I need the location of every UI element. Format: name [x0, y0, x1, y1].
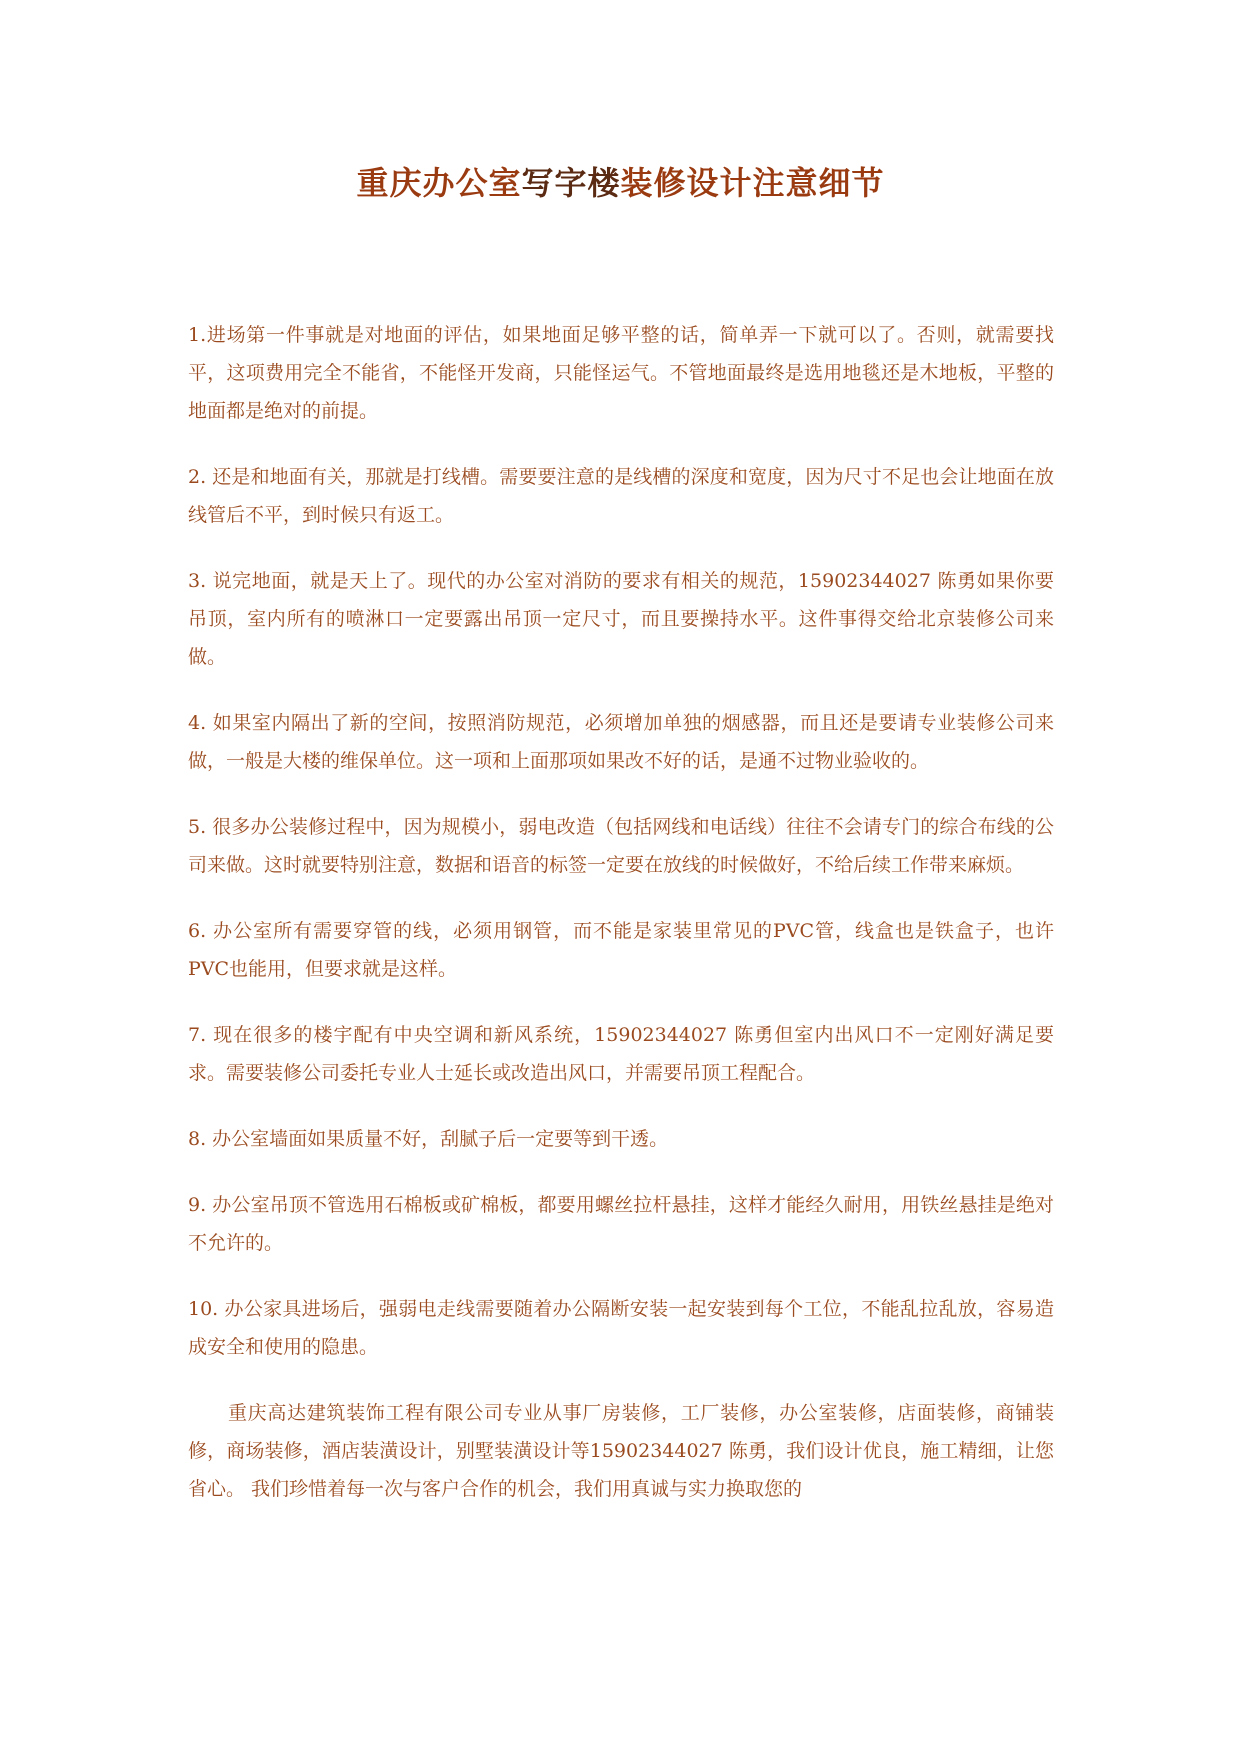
paragraph-5: 5. 很多办公装修过程中，因为规模小，弱电改造（包括网线和电话线）往往不会请专门的综合布线的公司来做。这时就要特别注意，数据和语音的标签一定要在放线的时候做好，不给后续工作带来麻烦。	[188, 816, 1054, 876]
paragraph-2: 2. 还是和地面有关，那就是打线槽。需要要注意的是线槽的深度和宽度，因为尺寸不足也会让地面在放线管后不平，到时候只有返工。	[188, 466, 1054, 526]
page-title	[0, 163, 1241, 203]
paragraph-6: 6. 办公室所有需要穿管的线，必须用钢管，而不能是家装里常见的PVC管，线盒也是铁盒子，也许PVC也能用，但要求就是这样。	[188, 920, 1054, 980]
paragraph-9: 9. 办公室吊顶不管选用石棉板或矿棉板，都要用螺丝拉杆悬挂，这样才能经久耐用，用铁丝悬挂是绝对不允许的。	[188, 1194, 1054, 1254]
paragraph-4: 4. 如果室内隔出了新的空间，按照消防规范，必须增加单独的烟感器，而且还是要请专业装修公司来做，一般是大楼的维保单位。这一项和上面那项如果改不好的话，是通不过物业验收的。	[188, 712, 1054, 772]
document-body	[188, 316, 1054, 1536]
title-part-2: 写字楼	[521, 164, 621, 202]
company-paragraph: 重庆高达建筑装饰工程有限公司专业从事厂房装修，工厂装修，办公室装修，店面装修，商铺装修，商场装修，酒店装潢设计，别墅装潢设计等15902344027 陈勇，我们设计优良，施工精细，让您省心。 我们珍惜着每一次与客户合作的机会，我们用真诚与实力换取您的	[188, 1402, 1054, 1500]
paragraph-1: 1.进场第一件事就是对地面的评估，如果地面足够平整的话，简单弄一下就可以了。否则，就需要找平，这项费用完全不能省，不能怪开发商，只能怪运气。不管地面最终是选用地毯还是木地板，平整的地面都是绝对的前提。	[188, 324, 1054, 422]
paragraph-8: 8. 办公室墙面如果质量不好，刮腻子后一定要等到干透。	[188, 1128, 669, 1150]
title-part-3: 装修设计注意细节	[620, 164, 885, 202]
paragraph-10: 10. 办公家具进场后，强弱电走线需要随着办公隔断安装一起安装到每个工位，不能乱拉乱放，容易造成安全和使用的隐患。	[188, 1298, 1054, 1358]
title-part-1: 重庆办公室	[356, 164, 522, 202]
paragraph-3: 3. 说完地面，就是天上了。现代的办公室对消防的要求有相关的规范，15902344027 陈勇如果你要吊顶，室内所有的喷淋口一定要露出吊顶一定尺寸，而且要操持水平。这件事得交给北京装修公司来做。	[188, 570, 1054, 668]
paragraph-7: 7. 现在很多的楼宇配有中央空调和新风系统，15902344027 陈勇但室内出风口不一定刚好满足要求。需要装修公司委托专业人士延长或改造出风口，并需要吊顶工程配合。	[188, 1024, 1054, 1084]
